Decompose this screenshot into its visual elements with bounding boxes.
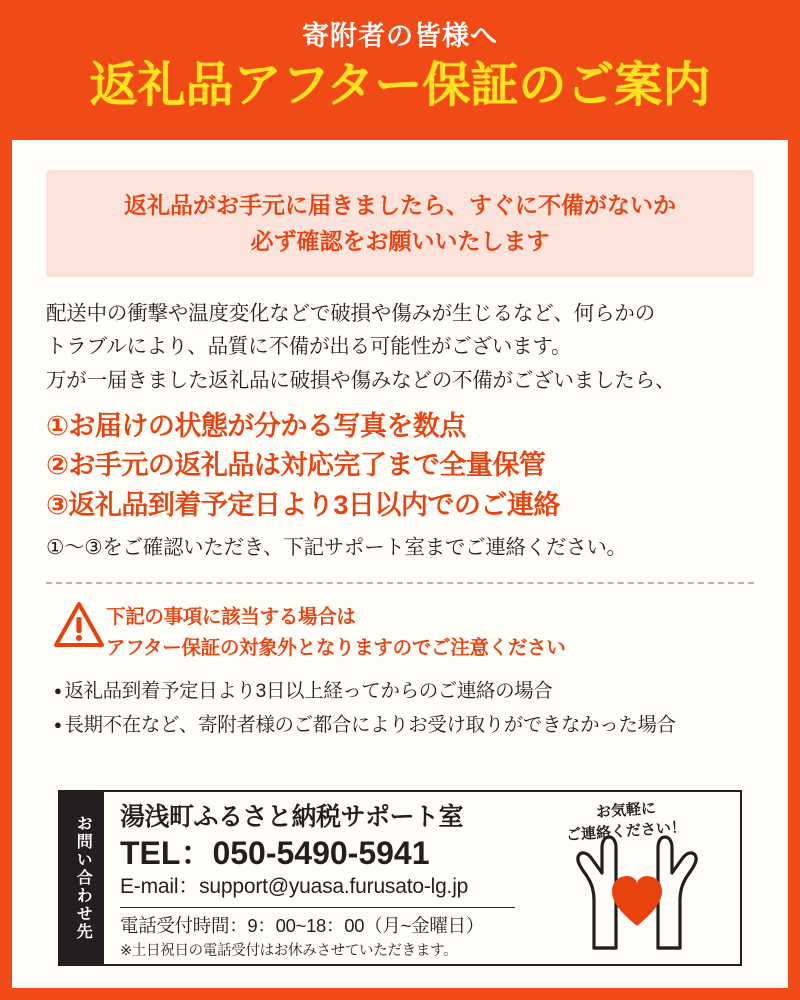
intro-line-3: 万が一届きました返礼品に破損や傷みなどの不備がございましたら、 bbox=[46, 368, 676, 392]
warning-block bbox=[46, 600, 754, 664]
contact-divider bbox=[120, 907, 515, 908]
hands-caption-line-2: ご連絡ください！ bbox=[565, 818, 687, 845]
contact-org-name: 湯浅町ふるさと納税サポート室 bbox=[120, 803, 464, 831]
steps-list bbox=[46, 407, 754, 525]
intro-line-1: 配送中の衝撃や温度変化などで破損や傷みが生じるなど、何らかの bbox=[46, 302, 655, 326]
step-item-2: ②お手元の返礼品は対応完了まで全量保管 bbox=[46, 450, 546, 481]
warning-text bbox=[106, 600, 565, 664]
intro-line-2: トラブルにより、品質に不備が出る可能性がございます。 bbox=[46, 335, 572, 359]
content-card bbox=[12, 140, 788, 988]
header bbox=[0, 0, 800, 130]
step-item-1: ①お届けの状態が分かる写真を数点 bbox=[46, 410, 466, 441]
contact-note: ※土日祝日の電話受付はお休みさせていただきます。 bbox=[120, 943, 458, 960]
notice-line-1: 返礼品がお手元に届きましたら、すぐに不備がないか bbox=[124, 192, 676, 218]
notice-line-2: 必ず確認をお願いいたします bbox=[250, 227, 550, 254]
warning-icon bbox=[52, 600, 106, 648]
bullet-item: ● 返礼品到着予定日より3日以上経ってからのご連絡の場合 bbox=[54, 674, 754, 708]
contact-details bbox=[104, 792, 740, 964]
page-title: 返礼品アフター保証のご案内 bbox=[89, 58, 711, 112]
header-subtitle: 寄附者の皆様へ bbox=[302, 21, 498, 51]
bullet-item: ● 長期不在など、寄附者様のご都合によりお受け取りができなかった場合 bbox=[54, 708, 754, 742]
warning-bullets bbox=[46, 674, 754, 742]
contact-tab-text: お問い合わせ先 bbox=[74, 815, 92, 941]
hands-caption bbox=[556, 799, 696, 845]
step-item-3: ③返礼品到着予定日より3日以内でのご連絡 bbox=[46, 489, 560, 520]
contact-telephone[interactable]: TEL：050-5490-5941 bbox=[120, 835, 430, 871]
contact-email[interactable]: E-mail：support@yuasa.furusato-lg.jp bbox=[120, 875, 469, 899]
intro-paragraph bbox=[46, 297, 754, 397]
warning-line-1: 下記の事項に該当する場合は bbox=[106, 605, 356, 628]
notice-box bbox=[46, 170, 754, 277]
hands-caption-line-1: お気軽に bbox=[595, 799, 657, 822]
contact-box bbox=[58, 790, 742, 966]
contact-tab-label bbox=[60, 792, 104, 964]
contact-hours: 電話受付時間：9：00~18：00（月~金曜日） bbox=[120, 915, 484, 937]
closing-text: ①〜③をご確認いただき、下記サポート室までご連絡ください。 bbox=[46, 536, 627, 560]
warning-line-2: アフター保証の対象外となりますのでご注意ください bbox=[106, 637, 566, 660]
dashed-divider bbox=[46, 582, 754, 584]
